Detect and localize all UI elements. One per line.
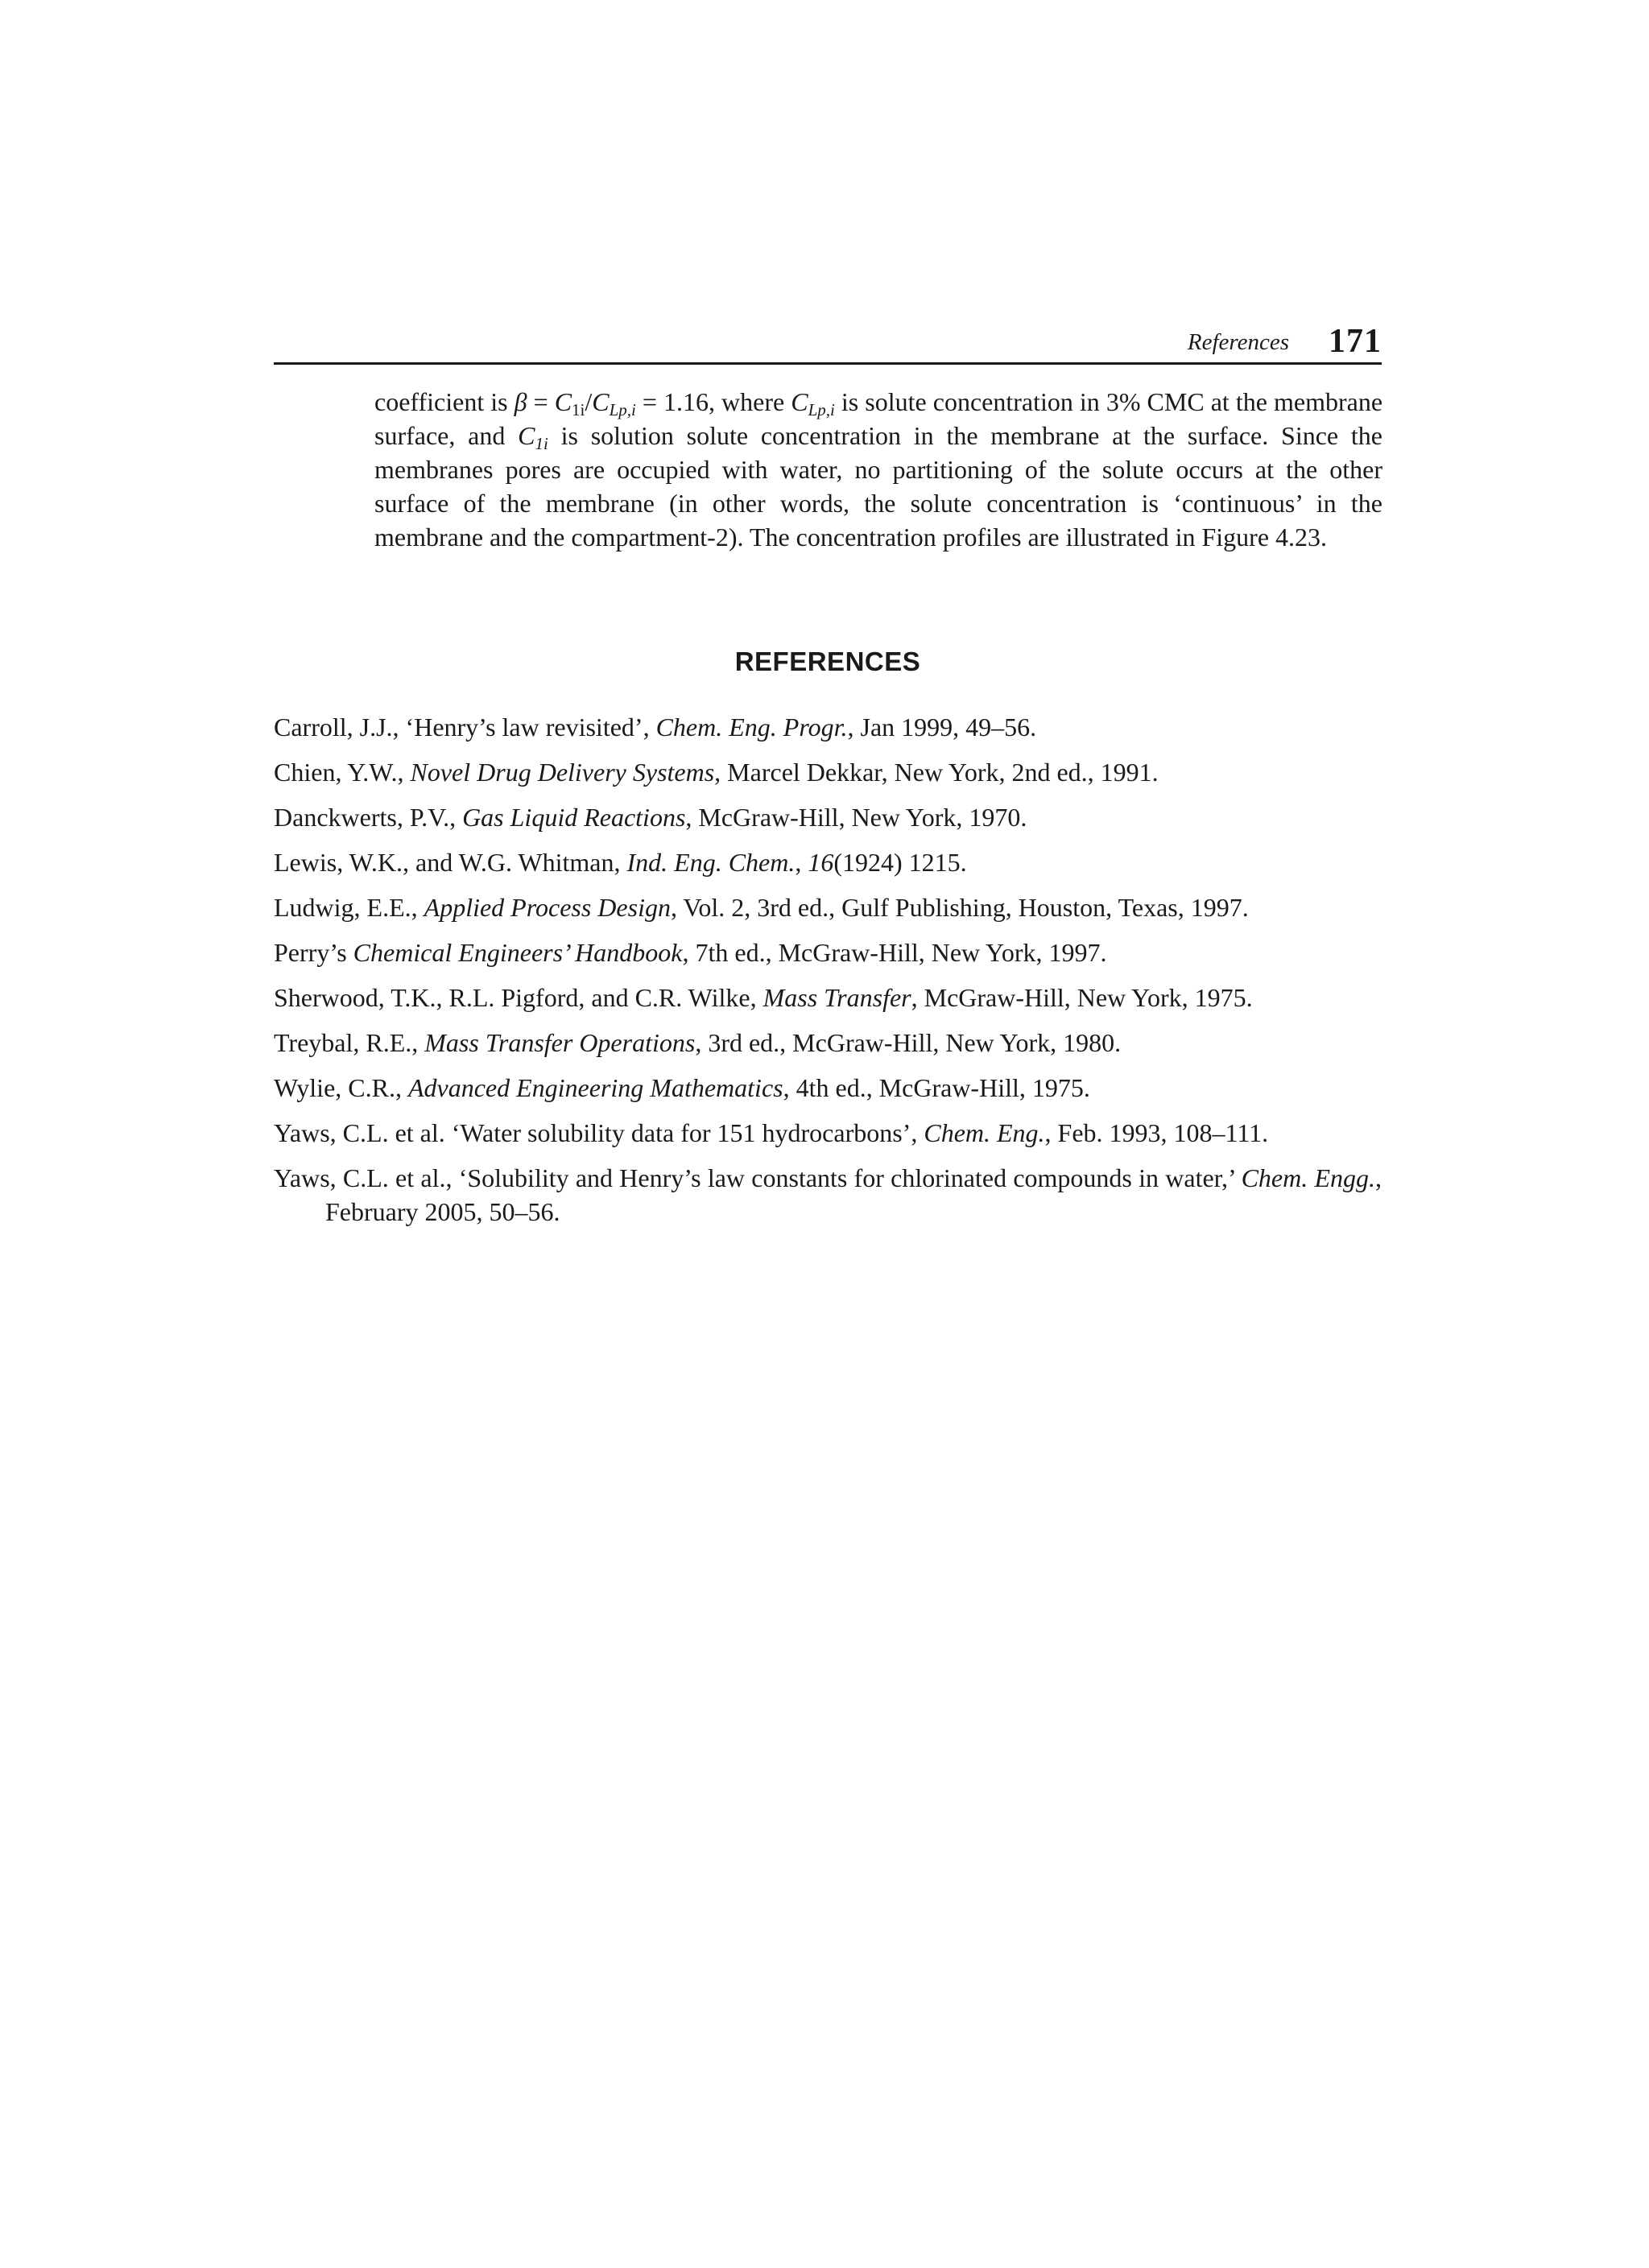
reference-item: Ludwig, E.E., Applied Process Design, Vol. 2, 3rd ed., Gulf Publishing, Houston, Texas, 1997.	[274, 893, 1249, 922]
reference-item: Danckwerts, P.V., Gas Liquid Reactions, McGraw-Hill, New York, 1970.	[274, 803, 1027, 832]
reference-list	[274, 710, 1382, 1240]
reference-item: Yaws, C.L. et al., ‘Solubility and Henry’s law constants for chlorinated compounds in water,’ Chem. Engg., February 2005, 50–56.	[274, 1163, 1382, 1226]
page-number: 171	[1329, 323, 1382, 360]
reference-item: Sherwood, T.K., R.L. Pigford, and C.R. Wilke, Mass Transfer, McGraw-Hill, New York, 1975.	[274, 983, 1253, 1012]
reference-item: Lewis, W.K., and W.G. Whitman, Ind. Eng. Chem., 16(1924) 1215.	[274, 848, 967, 877]
reference-item: Carroll, J.J., ‘Henry’s law revisited’, Chem. Eng. Progr., Jan 1999, 49–56.	[274, 713, 1037, 742]
reference-item: Perry’s Chemical Engineers’ Handbook, 7th ed., McGraw-Hill, New York, 1997.	[274, 938, 1107, 967]
reference-item: Chien, Y.W., Novel Drug Delivery Systems, Marcel Dekkar, New York, 2nd ed., 1991.	[274, 758, 1159, 787]
reference-item: Yaws, C.L. et al. ‘Water solubility data for 151 hydrocarbons’, Chem. Eng., Feb. 1993, 108–111.	[274, 1118, 1269, 1147]
section-title: REFERENCES	[734, 647, 921, 676]
body-paragraph: coefficient is $\beta = C_{1i}/C_{Lp,i} = 1.16$, where $C_{Lp,i}$ is solute concentration in 3% CMC at the membrane surface, and $C_{1i}$ is solution solute concentration in the membrane at the surface. Since the membranes pores are occupied with water, no partitioning of the solute occurs at the other surface of the membrane (in other words, the solute concentration is ‘continuous’ in the membrane and the compartment-2). The concentration profiles are illustrated in Figure 4.23.	[374, 387, 1383, 552]
running-title: References	[1187, 329, 1289, 355]
reference-item: Treybal, R.E., Mass Transfer Operations, 3rd ed., McGraw-Hill, New York, 1980.	[274, 1028, 1122, 1057]
reference-item: Wylie, C.R., Advanced Engineering Mathematics, 4th ed., McGraw-Hill, 1975.	[274, 1073, 1090, 1102]
page-header	[274, 316, 1382, 365]
